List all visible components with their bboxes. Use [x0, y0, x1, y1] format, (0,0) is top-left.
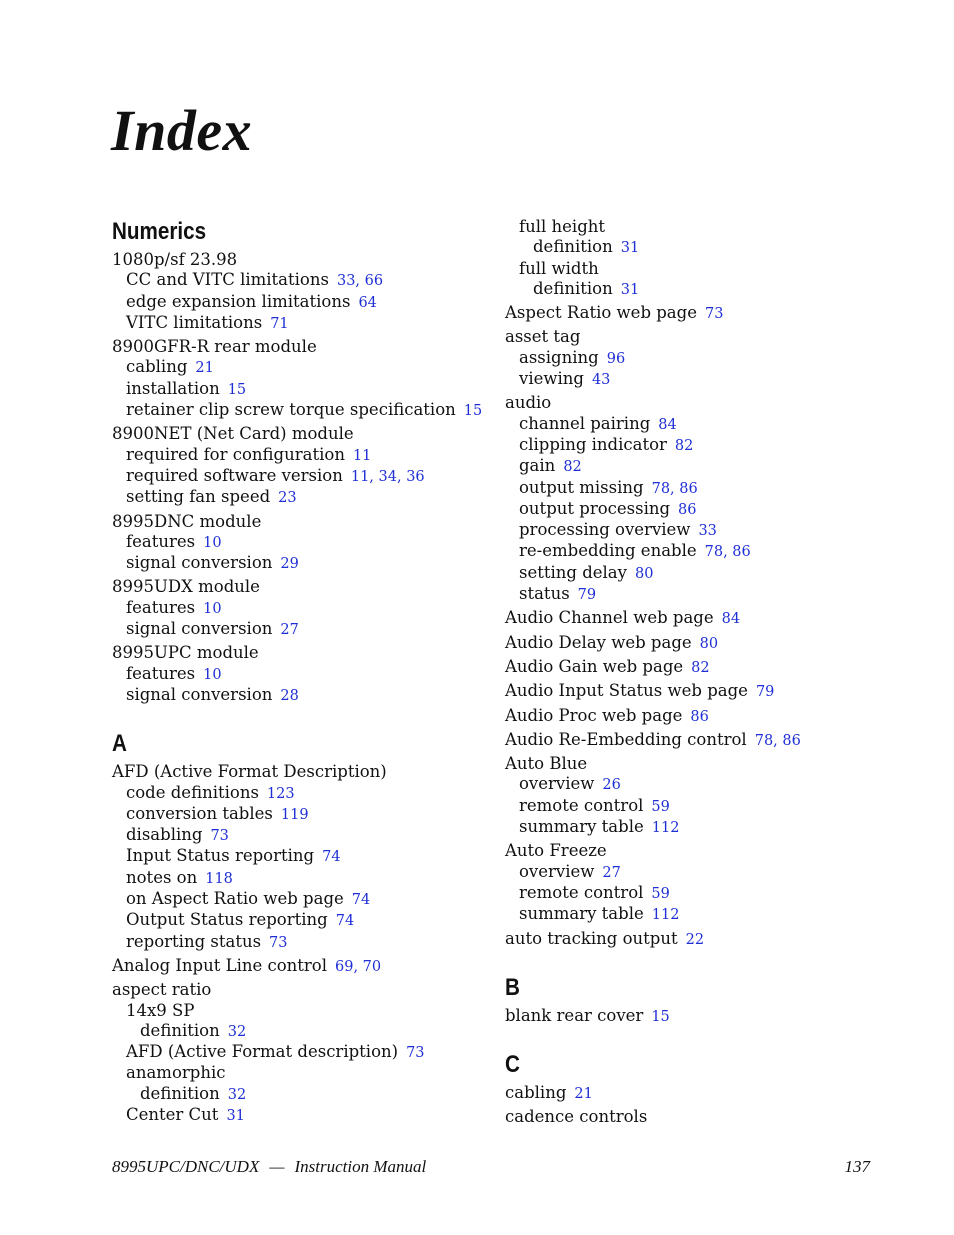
index-term: AFD (Active Format Description) — [112, 762, 387, 782]
index-subentry — [112, 379, 512, 400]
index-term: VITC limitations — [126, 312, 263, 332]
index-entry — [505, 1107, 905, 1127]
index-term: signal conversion — [126, 619, 273, 639]
index-term: full height — [519, 217, 606, 236]
page-reference-link[interactable]: 86 — [690, 708, 709, 725]
index-term: signal conversion — [126, 684, 273, 704]
index-subentry — [505, 541, 905, 562]
index-entry — [112, 577, 512, 597]
index-term: clipping indicator — [519, 434, 667, 454]
index-term: Audio Input Status web page — [505, 681, 748, 701]
index-entry — [505, 706, 905, 727]
index-term: Analog Input Line control — [112, 955, 328, 975]
index-term: remote control — [519, 795, 644, 815]
section-heading: C — [505, 1051, 520, 1079]
index-subentry — [505, 237, 905, 258]
page-reference-link[interactable]: 59 — [651, 885, 670, 902]
page-reference-link[interactable]: 15 — [463, 403, 483, 420]
page-reference-link[interactable]: 43 — [591, 372, 611, 389]
index-entry — [505, 1083, 905, 1104]
page-number: 137 — [844, 1157, 870, 1176]
page-reference-link[interactable]: 11, 34, 36 — [350, 468, 425, 485]
index-subentry — [505, 796, 905, 817]
page-reference-link[interactable]: 112 — [651, 820, 680, 837]
index-term: code definitions — [126, 782, 259, 802]
index-subentry — [112, 910, 512, 931]
index-term: 14x9 SP — [126, 1000, 195, 1020]
page-reference-link[interactable]: 82 — [691, 659, 710, 676]
page-reference-link[interactable]: 11 — [352, 447, 372, 464]
index-entry — [112, 250, 512, 270]
index-subentry — [112, 1042, 512, 1063]
index-subentry — [505, 817, 905, 838]
index-term: features — [126, 531, 196, 551]
page-reference-link[interactable]: 22 — [685, 931, 705, 948]
index-subentry — [112, 313, 512, 334]
page-reference-link[interactable]: 73 — [210, 828, 229, 845]
page-reference-link[interactable]: 80 — [699, 635, 719, 652]
index-term: status — [519, 584, 570, 604]
page-reference-link[interactable]: 119 — [280, 806, 309, 823]
index-term: 8900NET (Net Card) module — [112, 424, 354, 444]
index-subentry — [112, 1021, 512, 1042]
index-subentry — [112, 553, 512, 574]
page-reference-link[interactable]: 15 — [227, 381, 247, 398]
index-subentry — [112, 804, 512, 825]
index-entry — [112, 762, 512, 782]
index-entry — [505, 303, 905, 324]
index-term: viewing — [519, 369, 584, 389]
page-reference-link[interactable]: 86 — [678, 501, 697, 518]
page-reference-link[interactable]: 21 — [574, 1086, 593, 1103]
index-entry — [505, 929, 905, 950]
index-subentry — [505, 435, 905, 456]
index-subentry — [505, 520, 905, 541]
index-entry — [505, 730, 905, 751]
index-term: on Aspect Ratio web page — [126, 889, 344, 909]
index-subentry — [505, 563, 905, 584]
index-subentry — [505, 774, 905, 795]
page-reference-link[interactable]: 74 — [335, 913, 355, 930]
index-term: gain — [519, 456, 556, 476]
index-entry — [505, 681, 905, 702]
index-term: overview — [519, 861, 595, 881]
footer-doc-type: Instruction Manual — [294, 1157, 427, 1176]
index-subentry — [505, 904, 905, 925]
page-reference-link[interactable]: 29 — [280, 556, 299, 573]
page-reference-link[interactable]: 69, 70 — [335, 958, 382, 975]
page-reference-link[interactable]: 32 — [227, 1023, 247, 1040]
index-subentry — [112, 783, 512, 804]
page-reference-link[interactable]: 84 — [658, 416, 677, 433]
index-term: Auto Freeze — [505, 841, 607, 861]
page-reference-link[interactable]: 78, 86 — [651, 480, 698, 497]
index-term: features — [126, 597, 196, 617]
page-reference-link[interactable]: 10 — [203, 534, 222, 551]
index-entry — [112, 643, 512, 663]
index-subentry — [112, 532, 512, 553]
index-term: channel pairing — [519, 413, 651, 433]
page-reference-link[interactable]: 112 — [651, 907, 680, 924]
page-reference-link[interactable]: 73 — [704, 306, 724, 323]
footer-left — [112, 1157, 426, 1177]
index-term: output processing — [519, 498, 671, 518]
page-reference-link[interactable]: 21 — [195, 360, 214, 377]
index-term: Audio Re-Embedding control — [505, 729, 747, 749]
page-reference-link[interactable]: 82 — [674, 437, 694, 454]
index-term: output missing — [519, 477, 644, 497]
index-term: remote control — [519, 882, 644, 902]
index-entry — [112, 337, 512, 357]
page-reference-link[interactable]: 15 — [651, 1008, 670, 1025]
index-term: 8900GFR-R rear module — [112, 337, 317, 357]
index-subentry — [505, 259, 905, 279]
index-term: assigning — [519, 347, 599, 367]
index-term: conversion tables — [126, 803, 273, 823]
page-reference-link[interactable]: 96 — [606, 350, 626, 367]
index-entry — [112, 512, 512, 532]
page-reference-link[interactable]: 31 — [226, 1107, 245, 1124]
index-term: audio — [505, 393, 552, 413]
index-entry — [505, 608, 905, 629]
page-reference-link[interactable]: 23 — [278, 490, 297, 507]
index-subentry — [112, 1001, 512, 1021]
index-term: Audio Gain web page — [505, 656, 684, 676]
index-subentry — [112, 1084, 512, 1105]
index-term: cadence controls — [505, 1107, 648, 1127]
index-entry — [505, 633, 905, 654]
index-subentry — [112, 357, 512, 378]
index-term: definition — [533, 278, 613, 298]
index-term: retainer clip screw torque specification — [126, 400, 456, 420]
index-term: blank rear cover — [505, 1005, 644, 1025]
index-term: AFD (Active Format description) — [126, 1042, 399, 1062]
index-subentry — [112, 292, 512, 313]
index-term: definition — [140, 1083, 220, 1103]
index-entry — [505, 327, 905, 347]
page-reference-link[interactable]: 64 — [358, 294, 377, 311]
index-subentry — [505, 584, 905, 605]
index-subentry — [505, 369, 905, 390]
index-entry — [112, 956, 512, 977]
index-subentry — [112, 1105, 512, 1126]
page-reference-link[interactable]: 79 — [755, 684, 775, 701]
index-subentry — [112, 598, 512, 619]
page-reference-link[interactable]: 59 — [651, 798, 670, 815]
index-term: full width — [519, 258, 599, 278]
page-reference-link[interactable]: 78, 86 — [704, 544, 751, 561]
index-term: reporting status — [126, 931, 262, 951]
index-term: auto tracking output — [505, 928, 678, 948]
page-reference-link[interactable]: 27 — [280, 622, 299, 639]
section-heading: A — [112, 730, 127, 758]
index-subentry — [112, 400, 512, 421]
index-entry — [112, 424, 512, 444]
page-reference-link[interactable]: 73 — [406, 1045, 425, 1062]
index-term: 8995UPC module — [112, 643, 259, 663]
index-term: summary table — [519, 817, 644, 837]
page-reference-link[interactable]: 32 — [227, 1086, 247, 1103]
page-reference-link[interactable]: 84 — [721, 611, 741, 628]
index-term: overview — [519, 774, 595, 794]
page-reference-link[interactable]: 78, 86 — [754, 732, 801, 749]
index-subentry — [112, 868, 512, 889]
section-heading: B — [505, 973, 520, 1001]
index-subentry — [505, 883, 905, 904]
page-reference-link[interactable]: 123 — [266, 785, 295, 802]
index-subentry — [505, 414, 905, 435]
index-term: definition — [140, 1020, 220, 1040]
index-term: notes on — [126, 867, 198, 887]
index-term: 8995UDX module — [112, 577, 260, 597]
index-entry — [505, 657, 905, 678]
index-subentry — [112, 1063, 512, 1083]
index-term: cabling — [505, 1083, 567, 1103]
index-term: Aspect Ratio web page — [505, 303, 697, 323]
index-subentry — [505, 862, 905, 883]
index-subentry — [112, 664, 512, 685]
index-term: required for configuration — [126, 444, 345, 464]
index-term: 1080p/sf 23.98 — [112, 250, 238, 269]
index-subentry — [112, 889, 512, 910]
index-subentry — [112, 466, 512, 487]
index-column-right — [505, 217, 905, 1128]
index-entry — [112, 980, 512, 1000]
index-term: Audio Delay web page — [505, 632, 692, 652]
page-reference-link[interactable]: 79 — [577, 587, 597, 604]
index-term: Output Status reporting — [126, 910, 328, 930]
index-term: aspect ratio — [112, 980, 212, 1000]
index-term: Center Cut — [126, 1104, 219, 1124]
page-reference-link[interactable]: 80 — [634, 565, 654, 582]
index-subentry — [112, 445, 512, 466]
index-subentry — [112, 270, 512, 291]
index-subentry — [112, 685, 512, 706]
page-reference-link[interactable]: 31 — [620, 240, 640, 257]
index-term: Auto Blue — [505, 754, 588, 774]
index-term: installation — [126, 378, 220, 398]
page-reference-link[interactable]: 82 — [563, 459, 582, 476]
page-reference-link[interactable]: 118 — [205, 870, 233, 887]
page-reference-link[interactable]: 10 — [203, 666, 222, 683]
page-reference-link[interactable]: 74 — [322, 849, 341, 866]
index-subentry — [505, 348, 905, 369]
index-subentry — [505, 499, 905, 520]
page-reference-link[interactable]: 27 — [602, 864, 621, 881]
page-reference-link[interactable]: 73 — [269, 934, 288, 951]
page-reference-link[interactable]: 31 — [620, 281, 640, 298]
index-term: anamorphic — [126, 1063, 226, 1083]
section-heading: Numerics — [112, 218, 207, 245]
page-reference-link[interactable]: 74 — [351, 892, 371, 909]
index-term: definition — [533, 237, 613, 257]
index-subentry — [505, 456, 905, 477]
index-subentry — [505, 279, 905, 300]
index-term: asset tag — [505, 327, 581, 347]
page-reference-link[interactable]: 33 — [698, 523, 717, 540]
page-title: Index — [111, 98, 253, 163]
index-term: processing overview — [519, 520, 691, 540]
index-entry — [505, 393, 905, 413]
index-entry — [505, 754, 905, 774]
index-subentry — [505, 478, 905, 499]
index-subentry — [112, 487, 512, 508]
index-term: signal conversion — [126, 553, 273, 573]
index-entry — [505, 1006, 905, 1027]
index-term: 8995DNC module — [112, 511, 262, 531]
index-term: summary table — [519, 904, 644, 924]
index-subentry — [112, 932, 512, 953]
index-term: Audio Channel web page — [505, 608, 714, 628]
index-term: features — [126, 663, 196, 683]
index-column-left — [112, 216, 512, 1126]
page-reference-link[interactable]: 71 — [270, 315, 289, 332]
index-term: required software version — [126, 465, 343, 485]
index-term: edge expansion limitations — [126, 291, 351, 311]
index-term: setting fan speed — [126, 487, 271, 507]
page-reference-link[interactable]: 10 — [203, 600, 222, 617]
index-subentry — [112, 846, 512, 867]
index-term: cabling — [126, 357, 188, 377]
index-subentry — [112, 825, 512, 846]
footer-manual-name: 8995UPC/DNC/UDX — [112, 1157, 260, 1176]
page-reference-link[interactable]: 26 — [602, 777, 621, 794]
index-term: CC and VITC limitations — [126, 270, 329, 290]
index-entry — [505, 841, 905, 861]
index-subentry — [505, 217, 905, 237]
index-term: Audio Proc web page — [505, 705, 683, 725]
index-term: setting delay — [519, 562, 627, 582]
index-term: re-embedding enable — [519, 541, 697, 561]
footer-separator: — — [269, 1157, 285, 1176]
index-subentry — [112, 619, 512, 640]
index-term: disabling — [126, 825, 203, 845]
page-reference-link[interactable]: 28 — [280, 687, 299, 704]
page-reference-link[interactable]: 33, 66 — [336, 273, 384, 290]
index-term: Input Status reporting — [126, 846, 315, 866]
